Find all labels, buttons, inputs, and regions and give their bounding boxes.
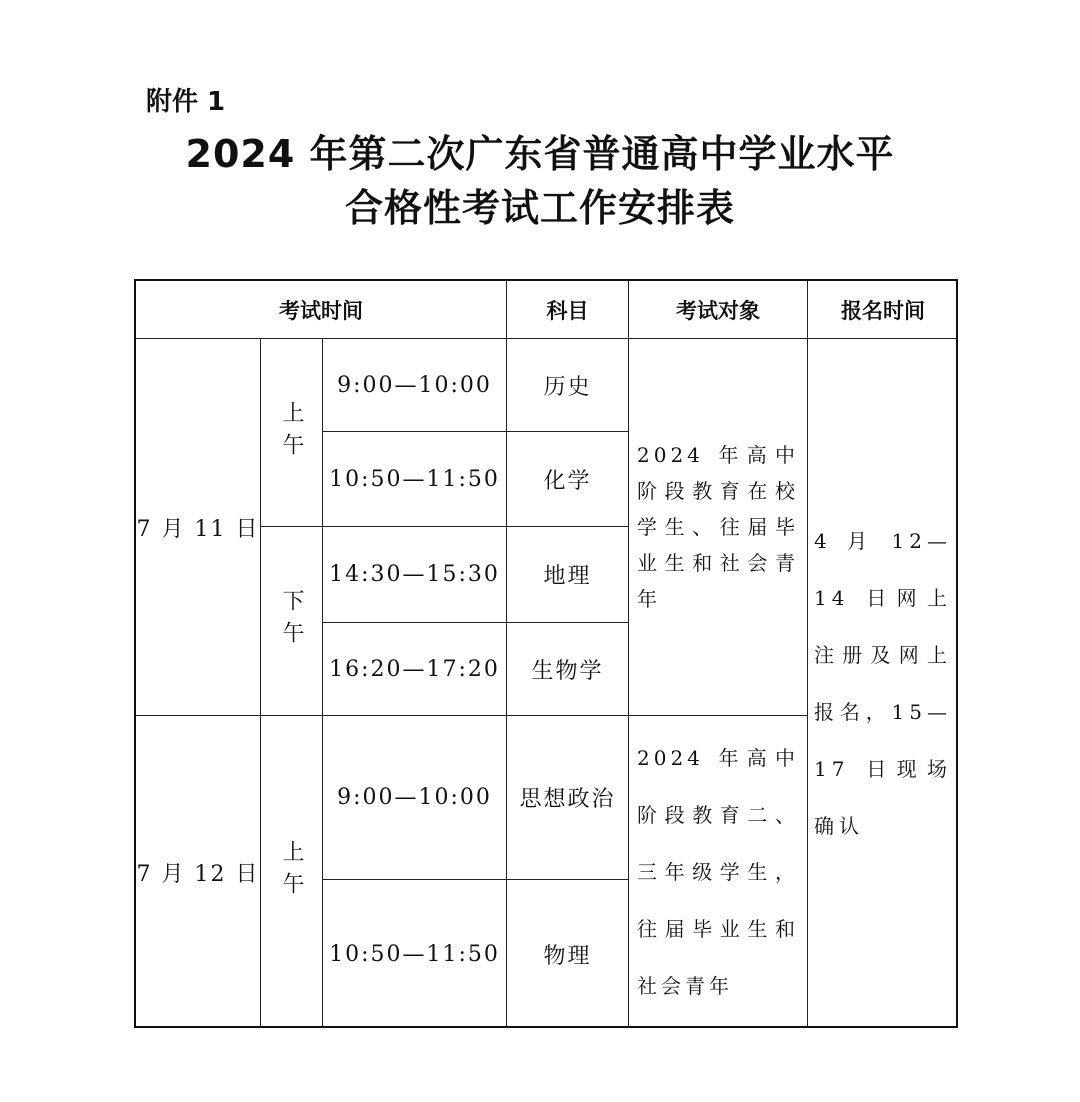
header-subject: 科目 xyxy=(507,281,629,339)
day2-target-cell xyxy=(629,716,808,1028)
day2-date: 7 月 12 日 xyxy=(136,716,261,1028)
day1-session3-time: 14:30—15:30 xyxy=(323,527,507,623)
day1-date: 7 月 11 日 xyxy=(136,339,261,716)
day1-session3-subject: 地理 xyxy=(507,527,629,623)
day1-session4-subject: 生物学 xyxy=(507,623,629,716)
day1-session2-subject: 化学 xyxy=(507,432,629,527)
document-title-line-1: 2024 年第二次广东省普通高中学业水平 xyxy=(185,132,895,176)
day2-morning: 上午 xyxy=(261,716,323,1028)
day2-target: 2024 年高中阶段教育二、三年级学生，往届毕业生和社会青年 xyxy=(637,745,799,998)
day2-session1-subject: 思想政治 xyxy=(507,716,629,880)
day1-session1-time: 9:00—10:00 xyxy=(323,339,507,432)
registration-cell xyxy=(808,339,958,1028)
header-exam-target: 考试对象 xyxy=(629,281,808,339)
day1-target: 2024 年高中阶段教育在校学生、往届毕业生和社会青年 xyxy=(637,443,799,611)
header-registration-time: 报名时间 xyxy=(808,281,958,339)
day2-session2-time: 10:50—11:50 xyxy=(323,880,507,1028)
day1-morning: 上午 xyxy=(261,339,323,527)
header-exam-time: 考试时间 xyxy=(136,281,507,339)
document-title-line-2: 合格性考试工作安排表 xyxy=(344,186,735,230)
day1-target-cell xyxy=(629,339,808,716)
day2-session1-time: 9:00—10:00 xyxy=(323,716,507,880)
registration-time: 4 月 12—14 日网上注册及网上报名，15—17 日现场确认 xyxy=(814,528,952,838)
day1-session1-subject: 历史 xyxy=(507,339,629,432)
day1-session2-time: 10:50—11:50 xyxy=(323,432,507,527)
day2-session2-subject: 物理 xyxy=(507,880,629,1028)
schedule-table xyxy=(134,279,958,1028)
day1-afternoon: 下午 xyxy=(261,527,323,716)
attachment-label: 附件 1 xyxy=(146,87,226,117)
day1-session4-time: 16:20—17:20 xyxy=(323,623,507,716)
